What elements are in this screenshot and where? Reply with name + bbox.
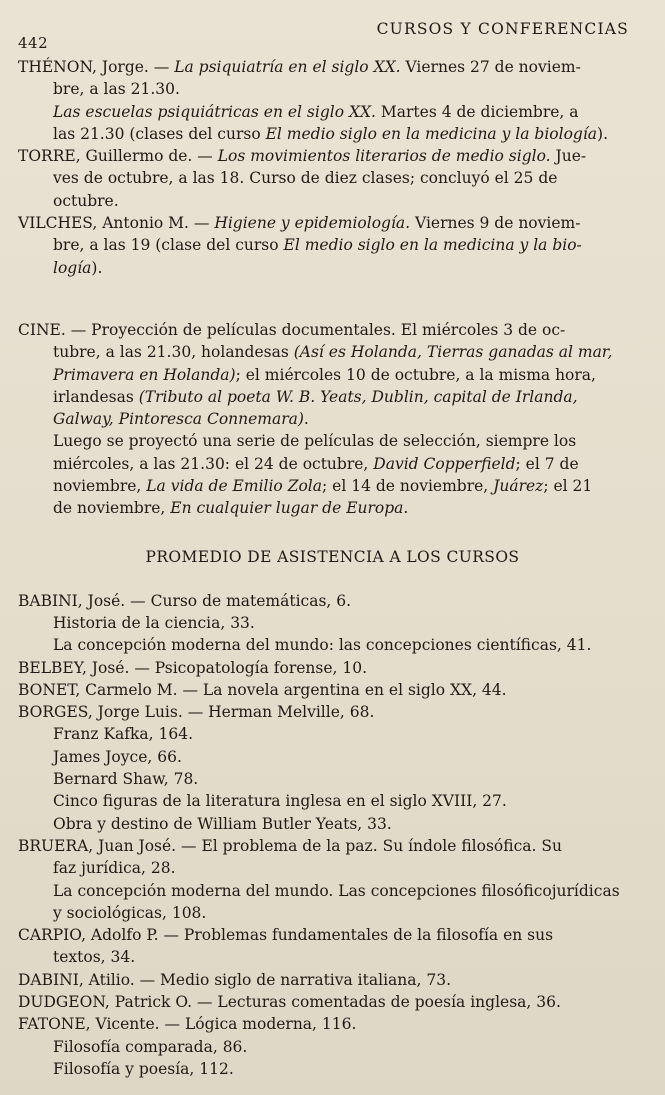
text-run: Psicopatología forense, 10. — [149, 658, 368, 677]
text-line — [18, 969, 647, 991]
text-line — [18, 167, 647, 189]
text-line — [18, 813, 647, 835]
entry — [18, 212, 647, 279]
text-run: ; el miércoles 10 de octubre, a la misma hora, — [235, 365, 596, 384]
text-run: Jue- — [550, 147, 587, 166]
text-line — [18, 590, 647, 612]
attendance-list — [18, 590, 647, 1081]
text-run: Franz Kafka, 164. — [53, 725, 194, 744]
author-name: BORGES, Jorge Luis. — — [18, 703, 204, 722]
text-line — [18, 56, 647, 78]
text-line — [18, 835, 647, 857]
text-run: La concepción moderna del mundo. Las concepciones filosóficojurídicas — [53, 881, 620, 900]
text-run: La concepción moderna del mundo: las concepciones científicas, 41. — [53, 636, 592, 655]
text-run: tubre, a las 21.30, holandesas — [53, 343, 294, 362]
text-run: bre, a las 19 (clase del curso — [53, 236, 284, 255]
text-run: ). — [91, 258, 103, 277]
entry — [18, 1013, 647, 1080]
text-run: James Joyce, 66. — [53, 747, 182, 766]
italic-title: El medio siglo en la medicina y la bio- — [283, 236, 582, 255]
text-line — [18, 902, 647, 924]
italic-title: Las escuelas psiquiátricas en el siglo XX. — [53, 102, 376, 121]
text-line — [18, 145, 647, 167]
page-number: 442 — [18, 34, 49, 52]
text-line — [18, 475, 647, 497]
text-line — [18, 657, 647, 679]
text-run: El problema de la paz. Su índole filosófica. Su — [196, 836, 562, 855]
text-run: Cinco figuras de la literatura inglesa en el siglo XVIII, 27. — [53, 792, 507, 811]
text-run: Luego se proyectó una serie de películas de selección, siempre los — [53, 432, 577, 451]
text-line — [18, 430, 647, 452]
entry — [18, 590, 647, 657]
italic-title: David Copperfield — [373, 454, 516, 473]
text-run: Lógica moderna, 116. — [180, 1015, 357, 1034]
text-run: Problemas fundamentales de la filosofía en sus — [178, 926, 554, 945]
text-run: Filosofía y poesía, 112. — [53, 1059, 234, 1078]
text-line — [18, 723, 647, 745]
spacer — [18, 279, 647, 319]
author-name: BELBEY, José. — — [18, 658, 150, 677]
italic-title: El medio siglo en la medicina y la biología — [265, 124, 598, 143]
text-line — [18, 701, 647, 723]
text-run: faz jurídica, 28. — [53, 859, 176, 878]
text-run: bre, a las 21.30. — [53, 80, 180, 99]
entry — [18, 991, 647, 1013]
text-run: y sociológicas, 108. — [53, 903, 207, 922]
author-name: CARPIO, Adolfo P. — — [18, 926, 179, 945]
text-run: Filosofía comparada, 86. — [53, 1037, 248, 1056]
cinema-entry — [18, 319, 647, 520]
author-name: BABINI, José. — — [18, 591, 146, 610]
text-run: Obra y destino de William Butler Yeats, 33. — [53, 814, 392, 833]
text-run: Viernes 9 de noviem- — [410, 214, 581, 233]
text-line — [18, 746, 647, 768]
text-line — [18, 78, 647, 100]
entry — [18, 56, 647, 145]
author-name: TORRE, Guillermo de. — — [18, 147, 213, 166]
text-line — [18, 790, 647, 812]
text-line — [18, 123, 647, 145]
text-line — [18, 386, 647, 408]
text-line — [18, 768, 647, 790]
text-run: Herman Melville, 68. — [203, 703, 375, 722]
text-line — [18, 408, 647, 430]
running-header — [18, 16, 647, 56]
conference-list — [18, 56, 647, 279]
text-line — [18, 234, 647, 256]
text-run: las 21.30 (clases del curso — [53, 124, 266, 143]
text-line — [18, 880, 647, 902]
italic-title: Juárez — [493, 477, 544, 496]
italic-title: (Tributo al poeta W. B. Yeats, Dublin, capital de Irlanda, — [138, 387, 578, 406]
entry — [18, 924, 647, 969]
author-name: VILCHES, Antonio M. — — [18, 214, 210, 233]
text-line — [18, 341, 647, 363]
italic-title: (Así es Holanda, Tierras ganadas al mar, — [293, 343, 613, 362]
text-line — [18, 946, 647, 968]
italic-title: Higiene y epidemiología. — [214, 214, 411, 233]
italic-title: Galway, Pintoresca Connemara) — [53, 410, 304, 429]
text-run: miércoles, a las 21.30: el 24 de octubre, — [53, 454, 374, 473]
running-title: CURSOS Y CONFERENCIAS — [376, 20, 629, 38]
text-line — [18, 1058, 647, 1080]
text-run: noviembre, — [53, 477, 147, 496]
author-name: BONET, Carmelo M. — — [18, 680, 198, 699]
text-line — [18, 212, 647, 234]
text-run: Bernard Shaw, 78. — [53, 770, 199, 789]
italic-title: Los movimientos literarios de medio siglo. — [217, 147, 551, 166]
text-line — [18, 634, 647, 656]
text-run: ves de octubre, a las 18. Curso de diez clases; concluyó el 25 de — [53, 169, 558, 188]
text-line — [18, 497, 647, 519]
text-run: . — [403, 499, 409, 518]
text-line — [18, 924, 647, 946]
text-line — [18, 612, 647, 634]
entry — [18, 679, 647, 701]
entry — [18, 969, 647, 991]
entry — [18, 657, 647, 679]
text-line — [18, 190, 647, 212]
text-run: Medio siglo de narrativa italiana, 73. — [155, 970, 451, 989]
text-line — [18, 257, 647, 279]
text-run: Martes 4 de diciembre, a — [375, 102, 579, 121]
text-run: . — [303, 410, 309, 429]
text-line — [18, 1013, 647, 1035]
text-line — [18, 679, 647, 701]
italic-title: logía — [53, 258, 92, 277]
italic-title: La psiquiatría en el siglo XX. — [174, 58, 401, 76]
entry — [18, 835, 647, 924]
text-run: Curso de matemáticas, 6. — [145, 591, 352, 610]
author-name: DABINI, Atilio. — — [18, 970, 156, 989]
text-run: La novela argentina en el siglo XX, 44. — [198, 680, 507, 699]
section-heading: PROMEDIO DE ASISTENCIA A LOS CURSOS — [145, 547, 520, 566]
text-line — [18, 857, 647, 879]
author-name: BRUERA, Juan José. — — [18, 836, 197, 855]
text-run: octubre. — [53, 191, 119, 210]
author-name: CINE. — — [18, 320, 87, 339]
text-line — [18, 319, 647, 341]
text-run: de noviembre, — [53, 499, 171, 518]
text-run: Viernes 27 de noviem- — [400, 58, 581, 76]
text-run: irlandesas — [53, 387, 139, 406]
author-name: THÉNON, Jorge. — — [18, 58, 170, 76]
italic-title: En cualquier lugar de Europa — [170, 499, 404, 518]
italic-title: La vida de Emilio Zola — [146, 477, 322, 496]
text-run: ). — [597, 124, 609, 143]
text-run: Proyección de películas documentales. El miércoles 3 de oc- — [86, 320, 566, 339]
author-name: FATONE, Vicente. — — [18, 1015, 181, 1034]
text-line — [18, 1036, 647, 1058]
text-run: ; el 14 de noviembre, — [322, 477, 494, 496]
text-line — [18, 991, 647, 1013]
text-run: Historia de la ciencia, 33. — [53, 613, 255, 632]
text-run: ; el 21 — [543, 477, 593, 496]
italic-title: Primavera en Holanda) — [53, 365, 236, 384]
entry — [18, 701, 647, 835]
entry — [18, 319, 647, 520]
author-name: DUDGEON, Patrick O. — — [18, 992, 213, 1011]
text-line — [18, 453, 647, 475]
text-line — [18, 364, 647, 386]
text-run: Lecturas comentadas de poesía inglesa, 36. — [212, 992, 561, 1011]
entry — [18, 145, 647, 212]
text-run: ; el 7 de — [515, 454, 579, 473]
text-line — [18, 101, 647, 123]
text-run: textos, 34. — [53, 948, 136, 967]
